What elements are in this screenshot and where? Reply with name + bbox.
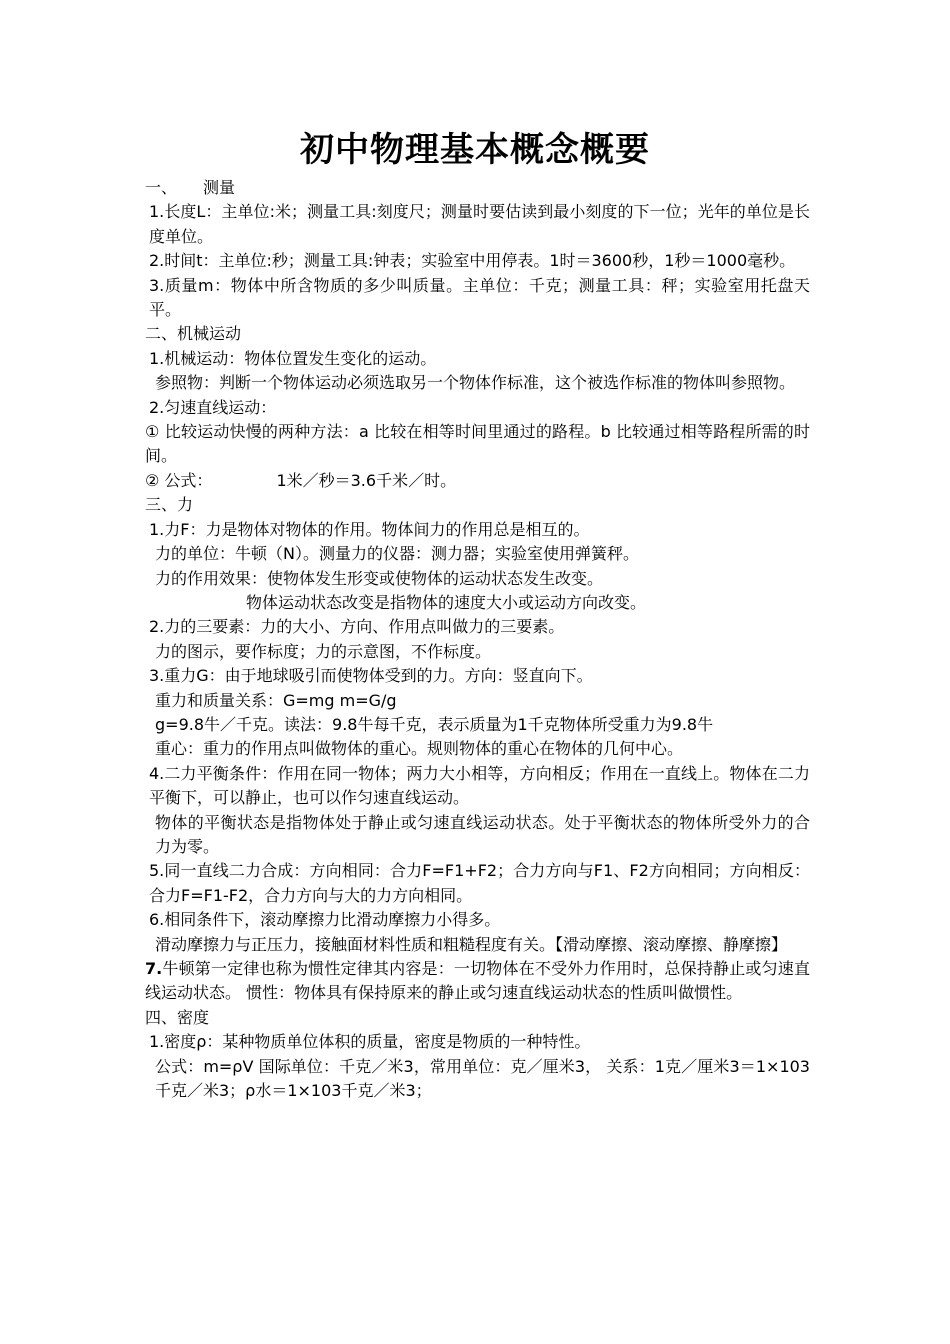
paragraph-force: 1.力F：力是物体对物体的作用。物体间力的作用总是相互的。: [149, 519, 590, 539]
paragraph-force-unit: 力的单位：牛顿（N）。测量力的仪器：测力器；实验室使用弹簧秤。: [155, 544, 639, 564]
newton-law-text: 牛顿第一定律也称为惯性定律其内容是：一切物体在不受外力作用时，总保持静止或匀速直线运动状态。 惯性：物体具有保持原来的静止或匀速直线运动状态的性质叫做惯性。: [145, 959, 810, 1003]
section-number: 一、: [145, 178, 178, 197]
paragraph-compare-speed: ① 比较运动快慢的两种方法：a 比较在相等时间里通过的路程。b 比较通过相等路程所需的时间。: [145, 422, 810, 466]
paragraph-uniform-motion: 2.匀速直线运动：: [149, 397, 277, 417]
document-title: 初中物理基本概念概要: [300, 130, 650, 170]
paragraph-center-of-gravity: 重心：重力的作用点叫做物体的重心。规则物体的重心在物体的几何中心。: [155, 739, 684, 759]
paragraph-force-composition: 5.同一直线二力合成：方向相同：合力F=F1+F2；合力方向与F1、F2方向相同；方向相反：合力F=F1-F2，合力方向与大的力方向相同。: [149, 861, 810, 905]
paragraph-reference-object: 参照物：判断一个物体运动必须选取另一个物体作标准，这个被选作标准的物体叫参照物。: [155, 373, 796, 393]
paragraph-equilibrium-state: 物体的平衡状态是指物体处于静止或匀速直线运动状态。处于平衡状态的物体所受外力的合力为零。: [155, 812, 810, 856]
paragraph-equilibrium-condition: 4.二力平衡条件：作用在同一物体；两力大小相等，方向相反；作用在一直线上。物体在二力平衡下，可以静止，也可以作匀速直线运动。: [149, 763, 810, 808]
section-heading-motion: 二、机械运动: [145, 324, 242, 344]
paragraph-newton-first-law: [145, 957, 810, 1006]
item-number: 7.: [145, 959, 163, 978]
paragraph-force-effect: 力的作用效果：使物体发生形变或使物体的运动状态发生改变。: [155, 568, 604, 588]
paragraph-sliding-friction: 滑动摩擦力与正压力，接触面材料性质和粗糙程度有关。【滑动摩擦、滚动摩擦、静摩擦】: [155, 934, 788, 954]
formula-label: ② 公式：: [145, 470, 213, 490]
document-body: [145, 176, 810, 1103]
paragraph-motion-state: 物体运动状态改变是指物体的速度大小或运动方向改变。: [246, 592, 647, 612]
paragraph-g-value: g=9.8牛／千克。读法：9.8牛每千克，表示质量为1千克物体所受重力为9.8牛: [155, 714, 714, 734]
formula-unit-conversion: 1米／秒＝3.6千米／时。: [276, 470, 457, 490]
paragraph-rolling-friction: 6.相同条件下，滚动摩擦力比滑动摩擦力小得多。: [149, 910, 501, 930]
paragraph-three-elements: 2.力的三要素：力的大小、方向、作用点叫做力的三要素。: [149, 617, 565, 637]
paragraph-mechanical-motion: 1.机械运动：物体位置发生变化的运动。: [149, 348, 437, 368]
paragraph-gravity-mass: 重力和质量关系：G=mg m=G/g: [155, 690, 397, 710]
section-heading-force: 三、力: [145, 495, 194, 515]
section-heading-density: 四、密度: [145, 1007, 210, 1027]
section-heading-measurement: [145, 176, 810, 200]
paragraph-time: 2.时间t：主单位:秒；测量工具:钟表；实验室中用停表。1时＝3600秒，1秒＝1000毫秒。: [149, 251, 796, 271]
section-title: 测量: [203, 178, 236, 197]
paragraph-formula: [145, 469, 810, 493]
paragraph-density-formula: 公式：m=ρV 国际单位：千克／米3，常用单位：克／厘米3， 关系：1克／厘米3＝1×103千克／米3；ρ水＝1×103千克／米3；: [155, 1056, 810, 1101]
paragraph-density: 1.密度ρ：某种物质单位体积的质量，密度是物质的一种特性。: [149, 1032, 591, 1052]
paragraph-length: 1.长度L：主单位:米；测量工具:刻度尺；测量时要估读到最小刻度的下一位；光年的单位是长度单位。: [149, 202, 810, 246]
paragraph-mass: 3.质量m：物体中所含物质的多少叫质量。主单位：千克；测量工具：秤；实验室用托盘天平。: [149, 275, 810, 320]
paragraph-gravity: 3.重力G：由于地球吸引而使物体受到的力。方向：竖直向下。: [149, 666, 593, 686]
paragraph-force-diagram: 力的图示，要作标度；力的示意图，不作标度。: [155, 641, 492, 661]
